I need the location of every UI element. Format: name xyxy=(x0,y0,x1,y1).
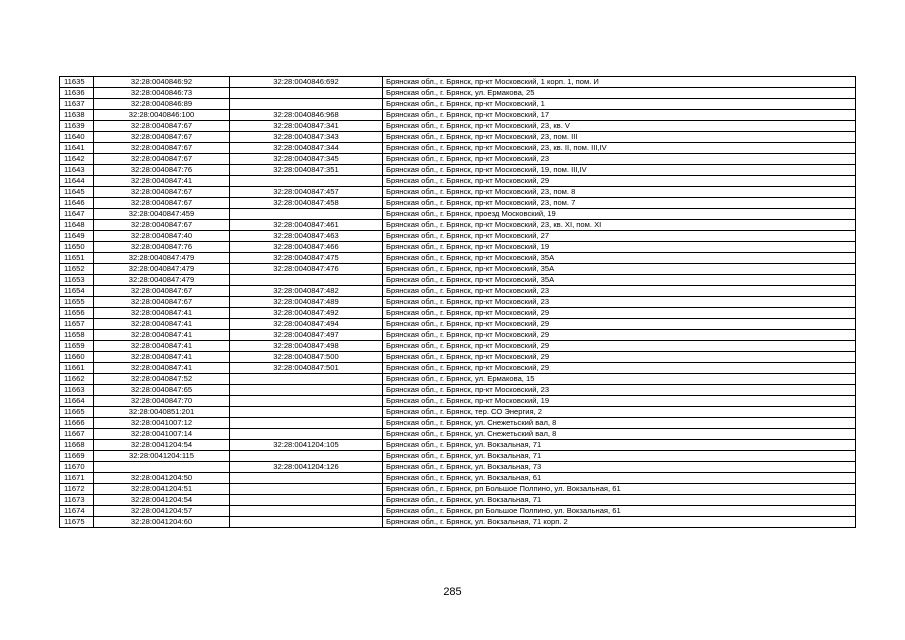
table-row xyxy=(60,429,856,440)
cadastral-number-cell xyxy=(94,462,230,473)
cadastral-number-cell: 32:28:0041007:14 xyxy=(94,429,230,440)
table-row xyxy=(60,440,856,451)
row-number-cell: 11674 xyxy=(60,506,94,517)
address-cell: Брянская обл., г. Брянск, ул. Снежетьский вал, 8 xyxy=(383,429,856,440)
table-row xyxy=(60,154,856,165)
row-number-cell: 11663 xyxy=(60,385,94,396)
address-cell: Брянская обл., г. Брянск, пр-кт Московский, 27 xyxy=(383,231,856,242)
cadastral-number-cell: 32:28:0041204:51 xyxy=(94,484,230,495)
address-cell: Брянская обл., г. Брянск, пр-кт Московский, 19 xyxy=(383,396,856,407)
table-row xyxy=(60,352,856,363)
address-cell: Брянская обл., г. Брянск, проезд Московский, 19 xyxy=(383,209,856,220)
table-row xyxy=(60,341,856,352)
object-cadastral-number-cell: 32:28:0040847:343 xyxy=(230,132,383,143)
cadastral-number-cell: 32:28:0041204:54 xyxy=(94,440,230,451)
table-row xyxy=(60,418,856,429)
row-number-cell: 11652 xyxy=(60,264,94,275)
address-cell: Брянская обл., г. Брянск, пр-кт Московский, 29 xyxy=(383,308,856,319)
object-cadastral-number-cell: 32:28:0040847:457 xyxy=(230,187,383,198)
row-number-cell: 11675 xyxy=(60,517,94,528)
cadastral-number-cell: 32:28:0040846:92 xyxy=(94,77,230,88)
object-cadastral-number-cell: 32:28:0040847:482 xyxy=(230,286,383,297)
table-row xyxy=(60,286,856,297)
address-cell: Брянская обл., г. Брянск, пр-кт Московский, 23 xyxy=(383,154,856,165)
address-cell: Брянская обл., г. Брянск, ул. Вокзальная, 71 корп. 2 xyxy=(383,517,856,528)
object-cadastral-number-cell xyxy=(230,396,383,407)
table-row xyxy=(60,407,856,418)
table-row xyxy=(60,385,856,396)
table-row xyxy=(60,506,856,517)
address-cell: Брянская обл., г. Брянск, пр-кт Московский, 29 xyxy=(383,330,856,341)
cadastral-number-cell: 32:28:0041204:115 xyxy=(94,451,230,462)
address-cell: Брянская обл., г. Брянск, пр-кт Московский, 23, кв. V xyxy=(383,121,856,132)
table-row xyxy=(60,308,856,319)
row-number-cell: 11662 xyxy=(60,374,94,385)
object-cadastral-number-cell xyxy=(230,209,383,220)
address-cell: Брянская обл., г. Брянск, ул. Вокзальная, 61 xyxy=(383,473,856,484)
cadastral-number-cell: 32:28:0040847:67 xyxy=(94,286,230,297)
address-cell: Брянская обл., г. Брянск, пр-кт Московский, 23 xyxy=(383,286,856,297)
cadastral-number-cell: 32:28:0040847:41 xyxy=(94,319,230,330)
object-cadastral-number-cell xyxy=(230,495,383,506)
row-number-cell: 11653 xyxy=(60,275,94,286)
cadastral-number-cell: 32:28:0040847:67 xyxy=(94,121,230,132)
object-cadastral-number-cell xyxy=(230,473,383,484)
row-number-cell: 11645 xyxy=(60,187,94,198)
address-cell: Брянская обл., г. Брянск, пр-кт Московский, 29 xyxy=(383,176,856,187)
table-row xyxy=(60,99,856,110)
table-row xyxy=(60,231,856,242)
address-cell: Брянская обл., г. Брянск, ул. Ермакова, 25 xyxy=(383,88,856,99)
row-number-cell: 11669 xyxy=(60,451,94,462)
address-cell: Брянская обл., г. Брянск, пр-кт Московский, 23, пом. III xyxy=(383,132,856,143)
object-cadastral-number-cell xyxy=(230,418,383,429)
cadastral-number-cell: 32:28:0040851:201 xyxy=(94,407,230,418)
row-number-cell: 11667 xyxy=(60,429,94,440)
table-row xyxy=(60,484,856,495)
object-cadastral-number-cell: 32:28:0040847:461 xyxy=(230,220,383,231)
table-row xyxy=(60,198,856,209)
object-cadastral-number-cell: 32:28:0040847:494 xyxy=(230,319,383,330)
object-cadastral-number-cell xyxy=(230,88,383,99)
cadastral-number-cell: 32:28:0040847:67 xyxy=(94,297,230,308)
row-number-cell: 11649 xyxy=(60,231,94,242)
address-cell: Брянская обл., г. Брянск, ул. Вокзальная, 73 xyxy=(383,462,856,473)
object-cadastral-number-cell: 32:28:0040847:500 xyxy=(230,352,383,363)
table-row xyxy=(60,220,856,231)
address-cell: Брянская обл., г. Брянск, ул. Вокзальная, 71 xyxy=(383,495,856,506)
address-cell: Брянская обл., г. Брянск, пр-кт Московский, 29 xyxy=(383,319,856,330)
object-cadastral-number-cell: 32:28:0040847:498 xyxy=(230,341,383,352)
address-cell: Брянская обл., г. Брянск, ул. Ермакова, 15 xyxy=(383,374,856,385)
object-cadastral-number-cell: 32:28:0040847:463 xyxy=(230,231,383,242)
address-cell: Брянская обл., г. Брянск, пр-кт Московский, 23, пом. 8 xyxy=(383,187,856,198)
object-cadastral-number-cell: 32:28:0040847:501 xyxy=(230,363,383,374)
table-row xyxy=(60,143,856,154)
cadastral-number-cell: 32:28:0040847:41 xyxy=(94,176,230,187)
object-cadastral-number-cell xyxy=(230,374,383,385)
object-cadastral-number-cell xyxy=(230,484,383,495)
registry-table-body xyxy=(60,77,856,528)
address-cell: Брянская обл., г. Брянск, рп Большое Полпино, ул. Вокзальная, 61 xyxy=(383,506,856,517)
row-number-cell: 11647 xyxy=(60,209,94,220)
row-number-cell: 11670 xyxy=(60,462,94,473)
cadastral-number-cell: 32:28:0041204:54 xyxy=(94,495,230,506)
row-number-cell: 11646 xyxy=(60,198,94,209)
row-number-cell: 11638 xyxy=(60,110,94,121)
object-cadastral-number-cell: 32:28:0041204:126 xyxy=(230,462,383,473)
row-number-cell: 11648 xyxy=(60,220,94,231)
registry-table xyxy=(59,76,856,528)
row-number-cell: 11672 xyxy=(60,484,94,495)
address-cell: Брянская обл., г. Брянск, пр-кт Московский, 23, пом. 7 xyxy=(383,198,856,209)
row-number-cell: 11654 xyxy=(60,286,94,297)
cadastral-number-cell: 32:28:0040847:52 xyxy=(94,374,230,385)
cadastral-number-cell: 32:28:0040847:67 xyxy=(94,132,230,143)
object-cadastral-number-cell: 32:28:0040847:345 xyxy=(230,154,383,165)
table-row xyxy=(60,77,856,88)
object-cadastral-number-cell xyxy=(230,385,383,396)
address-cell: Брянская обл., г. Брянск, ул. Снежетьский вал, 8 xyxy=(383,418,856,429)
address-cell: Брянская обл., г. Брянск, пр-кт Московский, 23 xyxy=(383,297,856,308)
row-number-cell: 11657 xyxy=(60,319,94,330)
cadastral-number-cell: 32:28:0040846:73 xyxy=(94,88,230,99)
address-cell: Брянская обл., г. Брянск, пр-кт Московский, 29 xyxy=(383,352,856,363)
object-cadastral-number-cell: 32:28:0040846:692 xyxy=(230,77,383,88)
address-cell: Брянская обл., г. Брянск, пр-кт Московский, 19, пом. III,IV xyxy=(383,165,856,176)
table-row xyxy=(60,330,856,341)
address-cell: Брянская обл., г. Брянск, пр-кт Московский, 29 xyxy=(383,341,856,352)
cadastral-number-cell: 32:28:0040847:41 xyxy=(94,363,230,374)
row-number-cell: 11655 xyxy=(60,297,94,308)
cadastral-number-cell: 32:28:0041204:60 xyxy=(94,517,230,528)
address-cell: Брянская обл., г. Брянск, ул. Вокзальная, 71 xyxy=(383,451,856,462)
table-row xyxy=(60,319,856,330)
row-number-cell: 11641 xyxy=(60,143,94,154)
cadastral-number-cell: 32:28:0040847:67 xyxy=(94,198,230,209)
cadastral-number-cell: 32:28:0040847:459 xyxy=(94,209,230,220)
address-cell: Брянская обл., г. Брянск, пр-кт Московский, 1 xyxy=(383,99,856,110)
object-cadastral-number-cell xyxy=(230,506,383,517)
object-cadastral-number-cell xyxy=(230,429,383,440)
cadastral-number-cell: 32:28:0040847:41 xyxy=(94,341,230,352)
cadastral-number-cell: 32:28:0041204:57 xyxy=(94,506,230,517)
row-number-cell: 11664 xyxy=(60,396,94,407)
row-number-cell: 11668 xyxy=(60,440,94,451)
row-number-cell: 11658 xyxy=(60,330,94,341)
row-number-cell: 11644 xyxy=(60,176,94,187)
object-cadastral-number-cell: 32:28:0040847:475 xyxy=(230,253,383,264)
cadastral-number-cell: 32:28:0040847:67 xyxy=(94,143,230,154)
table-row xyxy=(60,473,856,484)
address-cell: Брянская обл., г. Брянск, пр-кт Московский, 23, кв. XI, пом. XI xyxy=(383,220,856,231)
table-row xyxy=(60,495,856,506)
row-number-cell: 11635 xyxy=(60,77,94,88)
object-cadastral-number-cell xyxy=(230,517,383,528)
row-number-cell: 11639 xyxy=(60,121,94,132)
row-number-cell: 11643 xyxy=(60,165,94,176)
table-row xyxy=(60,88,856,99)
object-cadastral-number-cell: 32:28:0040846:968 xyxy=(230,110,383,121)
row-number-cell: 11661 xyxy=(60,363,94,374)
table-row xyxy=(60,451,856,462)
object-cadastral-number-cell xyxy=(230,176,383,187)
cadastral-number-cell: 32:28:0040847:41 xyxy=(94,330,230,341)
address-cell: Брянская обл., г. Брянск, пр-кт Московский, 17 xyxy=(383,110,856,121)
row-number-cell: 11671 xyxy=(60,473,94,484)
table-row xyxy=(60,264,856,275)
cadastral-number-cell: 32:28:0040847:70 xyxy=(94,396,230,407)
table-row xyxy=(60,176,856,187)
address-cell: Брянская обл., г. Брянск, пр-кт Московский, 35А xyxy=(383,253,856,264)
object-cadastral-number-cell: 32:28:0040847:351 xyxy=(230,165,383,176)
object-cadastral-number-cell xyxy=(230,275,383,286)
address-cell: Брянская обл., г. Брянск, пр-кт Московский, 35А xyxy=(383,275,856,286)
object-cadastral-number-cell: 32:28:0040847:341 xyxy=(230,121,383,132)
cadastral-number-cell: 32:28:0040846:89 xyxy=(94,99,230,110)
table-row xyxy=(60,187,856,198)
row-number-cell: 11651 xyxy=(60,253,94,264)
row-number-cell: 11637 xyxy=(60,99,94,110)
cadastral-number-cell: 32:28:0040847:479 xyxy=(94,264,230,275)
address-cell: Брянская обл., г. Брянск, пр-кт Московский, 35А xyxy=(383,264,856,275)
address-cell: Брянская обл., г. Брянск, пр-кт Московский, 23 xyxy=(383,385,856,396)
cadastral-number-cell: 32:28:0041007:12 xyxy=(94,418,230,429)
cadastral-number-cell: 32:28:0040846:100 xyxy=(94,110,230,121)
table-row xyxy=(60,297,856,308)
cadastral-number-cell: 32:28:0040847:41 xyxy=(94,308,230,319)
table-row xyxy=(60,396,856,407)
row-number-cell: 11659 xyxy=(60,341,94,352)
cadastral-number-cell: 32:28:0041204:50 xyxy=(94,473,230,484)
table-row xyxy=(60,165,856,176)
row-number-cell: 11640 xyxy=(60,132,94,143)
row-number-cell: 11665 xyxy=(60,407,94,418)
object-cadastral-number-cell xyxy=(230,99,383,110)
address-cell: Брянская обл., г. Брянск, рп Большое Полпино, ул. Вокзальная, 61 xyxy=(383,484,856,495)
object-cadastral-number-cell xyxy=(230,451,383,462)
cadastral-number-cell: 32:28:0040847:67 xyxy=(94,187,230,198)
cadastral-number-cell: 32:28:0040847:41 xyxy=(94,352,230,363)
address-cell: Брянская обл., г. Брянск, пр-кт Московский, 1 корп. 1, пом. И xyxy=(383,77,856,88)
table-row xyxy=(60,517,856,528)
object-cadastral-number-cell: 32:28:0040847:476 xyxy=(230,264,383,275)
address-cell: Брянская обл., г. Брянск, пр-кт Московский, 29 xyxy=(383,363,856,374)
object-cadastral-number-cell: 32:28:0040847:497 xyxy=(230,330,383,341)
table-row xyxy=(60,374,856,385)
object-cadastral-number-cell: 32:28:0040847:466 xyxy=(230,242,383,253)
object-cadastral-number-cell: 32:28:0040847:489 xyxy=(230,297,383,308)
cadastral-number-cell: 32:28:0040847:65 xyxy=(94,385,230,396)
table-row xyxy=(60,132,856,143)
cadastral-number-cell: 32:28:0040847:40 xyxy=(94,231,230,242)
object-cadastral-number-cell xyxy=(230,407,383,418)
row-number-cell: 11673 xyxy=(60,495,94,506)
row-number-cell: 11636 xyxy=(60,88,94,99)
table-row xyxy=(60,209,856,220)
address-cell: Брянская обл., г. Брянск, пр-кт Московский, 19 xyxy=(383,242,856,253)
cadastral-number-cell: 32:28:0040847:76 xyxy=(94,242,230,253)
cadastral-number-cell: 32:28:0040847:76 xyxy=(94,165,230,176)
object-cadastral-number-cell: 32:28:0040847:458 xyxy=(230,198,383,209)
row-number-cell: 11656 xyxy=(60,308,94,319)
cadastral-number-cell: 32:28:0040847:67 xyxy=(94,154,230,165)
address-cell: Брянская обл., г. Брянск, ул. Вокзальная, 71 xyxy=(383,440,856,451)
object-cadastral-number-cell: 32:28:0040847:344 xyxy=(230,143,383,154)
object-cadastral-number-cell: 32:28:0040847:492 xyxy=(230,308,383,319)
cadastral-number-cell: 32:28:0040847:479 xyxy=(94,275,230,286)
table-row xyxy=(60,110,856,121)
table-row xyxy=(60,363,856,374)
row-number-cell: 11660 xyxy=(60,352,94,363)
table-row xyxy=(60,253,856,264)
cadastral-number-cell: 32:28:0040847:67 xyxy=(94,220,230,231)
row-number-cell: 11642 xyxy=(60,154,94,165)
table-row xyxy=(60,242,856,253)
cadastral-number-cell: 32:28:0040847:479 xyxy=(94,253,230,264)
table-row xyxy=(60,121,856,132)
object-cadastral-number-cell: 32:28:0041204:105 xyxy=(230,440,383,451)
table-row xyxy=(60,275,856,286)
address-cell: Брянская обл., г. Брянск, тер. СО Энергия, 2 xyxy=(383,407,856,418)
page-number: 285 xyxy=(443,586,462,598)
table-row xyxy=(60,462,856,473)
row-number-cell: 11666 xyxy=(60,418,94,429)
row-number-cell: 11650 xyxy=(60,242,94,253)
address-cell: Брянская обл., г. Брянск, пр-кт Московский, 23, кв. II, пом. III,IV xyxy=(383,143,856,154)
